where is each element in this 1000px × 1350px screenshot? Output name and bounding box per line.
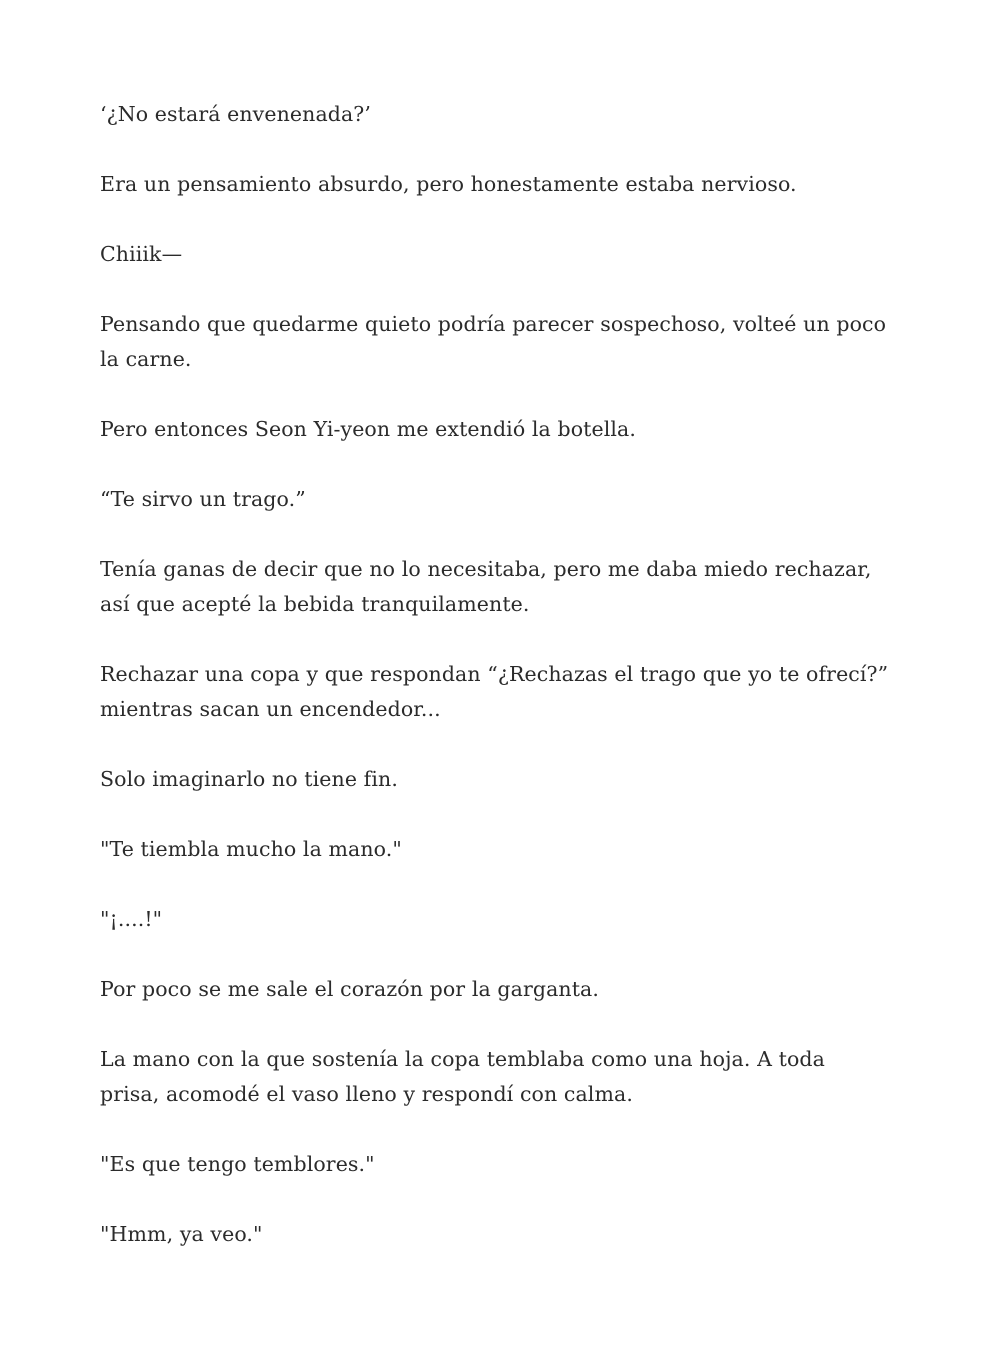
paragraph: "Hmm, ya veo.": [100, 1222, 263, 1246]
paragraph: Tenía ganas de decir que no lo necesitaba, pero me daba miedo rechazar, así que acepté la bebida tranquilamente.: [100, 557, 872, 616]
paragraph: Chiiik—: [100, 242, 183, 266]
paragraph: Por poco se me sale el corazón por la garganta.: [100, 977, 599, 1001]
paragraph: La mano con la que sostenía la copa temblaba como una hoja. A toda prisa, acomodé el vaso lleno y respondí con calma.: [100, 1047, 825, 1106]
paragraph: Era un pensamiento absurdo, pero honestamente estaba nervioso.: [100, 172, 797, 196]
paragraph: "Te tiembla mucho la mano.": [100, 837, 402, 861]
paragraph: Rechazar una copa y que respondan “¿Rechazas el trago que yo te ofrecí?” mientras sacan un encendedor...: [100, 662, 889, 721]
paragraph: “Te sirvo un trago.”: [100, 487, 306, 511]
story-text: [100, 97, 890, 1287]
paragraph: ‘¿No estará envenenada?’: [100, 102, 372, 126]
paragraph: Pensando que quedarme quieto podría parecer sospechoso, volteé un poco la carne.: [100, 312, 887, 371]
paragraph: Solo imaginarlo no tiene fin.: [100, 767, 398, 791]
paragraph: Pero entonces Seon Yi-yeon me extendió la botella.: [100, 417, 636, 441]
paragraph: "Es que tengo temblores.": [100, 1152, 375, 1176]
paragraph: "¡....!": [100, 907, 163, 931]
